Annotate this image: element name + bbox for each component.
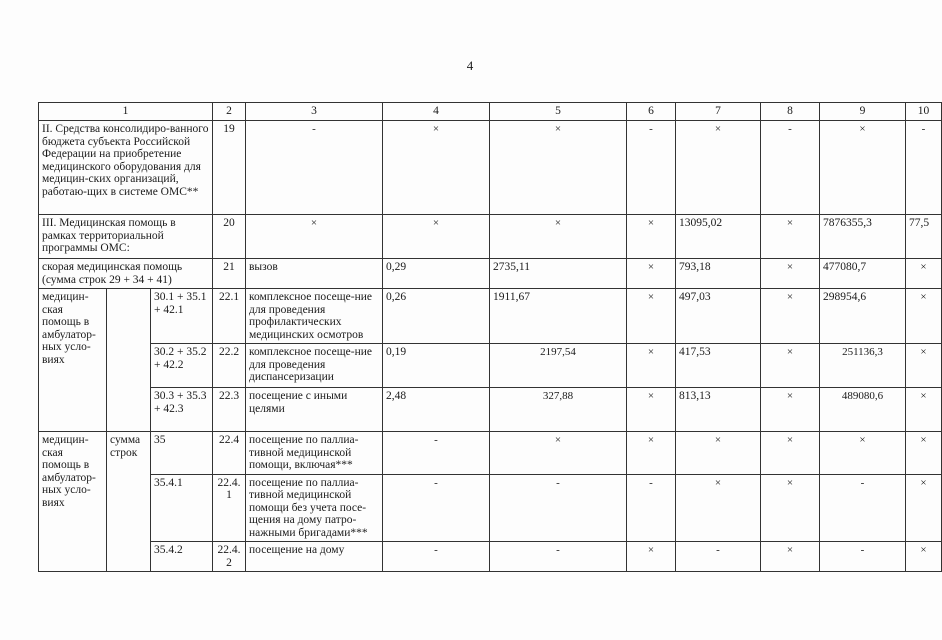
row-22-1-c4: 0,26 xyxy=(383,289,490,344)
table-row-22-2 xyxy=(39,344,942,388)
row-20-num: 20 xyxy=(213,215,246,259)
row-22-2-c8: × xyxy=(761,344,820,388)
row-22-3-c10: × xyxy=(906,388,942,432)
row-21-name: скорая медицинская помощь (сумма строк 29 + 34 + 41) xyxy=(39,259,213,289)
row-22-3-c9: 489080,6 xyxy=(820,388,906,432)
table-row-20 xyxy=(39,215,942,259)
row-22-4-c10: × xyxy=(906,432,942,475)
row-22-3-c7: 813,13 xyxy=(676,388,761,432)
row-22-1-c8: × xyxy=(761,289,820,344)
row-22-4-2-c10: × xyxy=(906,542,942,572)
row-19-c6: - xyxy=(627,121,676,215)
row-21-c4: 0,29 xyxy=(383,259,490,289)
row-22-3-unit: посещение с иными целями xyxy=(246,388,383,432)
row-22-4-1-c9: - xyxy=(820,474,906,542)
row-22-4-1-num: 22.4.1 xyxy=(213,474,246,542)
row-22-2-c7: 417,53 xyxy=(676,344,761,388)
row-20-name: III. Медицинская помощь в рамках территориальной программы ОМС: xyxy=(39,215,213,259)
row-22-2-c6: × xyxy=(627,344,676,388)
row-20-c8: × xyxy=(761,215,820,259)
table-row-22-3 xyxy=(39,388,942,432)
table-row-22-4-2 xyxy=(39,542,942,572)
header-col-10: 10 xyxy=(906,103,942,121)
row-21-c10: × xyxy=(906,259,942,289)
row-22-2-c9: 251136,3 xyxy=(820,344,906,388)
row-22-4-2-c6: × xyxy=(627,542,676,572)
row-22-4-1-c8: × xyxy=(761,474,820,542)
table-row-22-4 xyxy=(39,432,942,475)
row-22-4-c4: - xyxy=(383,432,490,475)
row-21-c5: 2735,11 xyxy=(490,259,627,289)
row-22-4-2-c4: - xyxy=(383,542,490,572)
row-21-c6: × xyxy=(627,259,676,289)
row-22-4-num: 22.4 xyxy=(213,432,246,475)
budget-table xyxy=(38,102,942,572)
row-22-2-c4: 0,19 xyxy=(383,344,490,388)
row-19-num: 19 xyxy=(213,121,246,215)
header-col-3: 3 xyxy=(246,103,383,121)
header-col-2: 2 xyxy=(213,103,246,121)
row-20-c7: 13095,02 xyxy=(676,215,761,259)
header-col-8: 8 xyxy=(761,103,820,121)
row-22-2-unit: комплексное посеще-ние для проведения диспансеризации xyxy=(246,344,383,388)
row-22-3-c6: × xyxy=(627,388,676,432)
row-19-c5: × xyxy=(490,121,627,215)
row-22-4-c7: × xyxy=(676,432,761,475)
row-22-4-1-c5: - xyxy=(490,474,627,542)
row-22-4-1-c7: × xyxy=(676,474,761,542)
row-22-1-c6: × xyxy=(627,289,676,344)
row-22-4-2-ref: 35.4.2 xyxy=(151,542,213,572)
table-row-21 xyxy=(39,259,942,289)
row-21-c9: 477080,7 xyxy=(820,259,906,289)
header-row xyxy=(39,103,942,121)
row-22-4-2-c7: - xyxy=(676,542,761,572)
group-2-sub: сумма строк xyxy=(107,432,151,572)
row-22-4-2-num: 22.4.2 xyxy=(213,542,246,572)
row-22-1-c10: × xyxy=(906,289,942,344)
row-19-c7: × xyxy=(676,121,761,215)
row-22-4-c6: × xyxy=(627,432,676,475)
row-19-c10: - xyxy=(906,121,942,215)
row-22-1-ref: 30.1 + 35.1 + 42.1 xyxy=(151,289,213,344)
row-22-1-c7: 497,03 xyxy=(676,289,761,344)
row-22-4-c5: × xyxy=(490,432,627,475)
row-22-4-ref: 35 xyxy=(151,432,213,475)
row-22-4-1-c4: - xyxy=(383,474,490,542)
row-22-4-2-unit: посещение на дому xyxy=(246,542,383,572)
row-22-2-c10: × xyxy=(906,344,942,388)
table-row-22-4-1 xyxy=(39,474,942,542)
row-22-1-c9: 298954,6 xyxy=(820,289,906,344)
header-col-1: 1 xyxy=(39,103,213,121)
row-22-2-c5: 2197,54 xyxy=(490,344,627,388)
row-22-4-1-unit: посещение по паллиа-тивной медицинской помощи без учета посе-щения на дому патро-нажными бригадами*** xyxy=(246,474,383,542)
row-20-c5: × xyxy=(490,215,627,259)
group-2-label: медицин-ская помощь в амбулатор-ных усло-виях xyxy=(39,432,107,572)
row-21-c7: 793,18 xyxy=(676,259,761,289)
row-20-unit: × xyxy=(246,215,383,259)
row-19-c8: - xyxy=(761,121,820,215)
row-20-c10: 77,5 xyxy=(906,215,942,259)
row-20-c6: × xyxy=(627,215,676,259)
row-22-1-unit: комплексное посеще-ние для проведения профилактических медицинских осмотров xyxy=(246,289,383,344)
row-19-name: II. Средства консолидиро-ванного бюджета субъекта Российской Федерации на приобретение медицинского оборудования для медицин-ских организаций, работаю-щих в системе ОМС** xyxy=(39,121,213,215)
row-22-3-c4: 2,48 xyxy=(383,388,490,432)
row-22-2-num: 22.2 xyxy=(213,344,246,388)
group-1-sub xyxy=(107,289,151,432)
row-22-4-2-c9: - xyxy=(820,542,906,572)
header-col-5: 5 xyxy=(490,103,627,121)
row-19-c9: × xyxy=(820,121,906,215)
row-19-unit: - xyxy=(246,121,383,215)
header-col-9: 9 xyxy=(820,103,906,121)
row-21-c8: × xyxy=(761,259,820,289)
table-row-19 xyxy=(39,121,942,215)
group-1-label: медицин-ская помощь в амбулатор-ных усло-виях xyxy=(39,289,107,432)
row-19-c4: × xyxy=(383,121,490,215)
row-22-3-c5: 327,88 xyxy=(490,388,627,432)
row-22-4-1-ref: 35.4.1 xyxy=(151,474,213,542)
row-22-3-c8: × xyxy=(761,388,820,432)
row-22-1-num: 22.1 xyxy=(213,289,246,344)
row-21-unit: вызов xyxy=(246,259,383,289)
header-col-6: 6 xyxy=(627,103,676,121)
row-20-c9: 7876355,3 xyxy=(820,215,906,259)
row-20-c4: × xyxy=(383,215,490,259)
table-row-22-1 xyxy=(39,289,942,344)
row-22-3-num: 22.3 xyxy=(213,388,246,432)
row-21-num: 21 xyxy=(213,259,246,289)
row-22-1-c5: 1911,67 xyxy=(490,289,627,344)
row-22-4-c8: × xyxy=(761,432,820,475)
page-number: 4 xyxy=(466,58,474,73)
row-22-3-ref: 30.3 + 35.3 + 42.3 xyxy=(151,388,213,432)
row-22-4-2-c5: - xyxy=(490,542,627,572)
header-col-4: 4 xyxy=(383,103,490,121)
row-22-4-1-c10: × xyxy=(906,474,942,542)
row-22-4-c9: × xyxy=(820,432,906,475)
row-22-4-2-c8: × xyxy=(761,542,820,572)
row-22-2-ref: 30.2 + 35.2 + 42.2 xyxy=(151,344,213,388)
header-col-7: 7 xyxy=(676,103,761,121)
row-22-4-1-c6: - xyxy=(627,474,676,542)
row-22-4-unit: посещение по паллиа-тивной медицинской помощи, включая*** xyxy=(246,432,383,475)
